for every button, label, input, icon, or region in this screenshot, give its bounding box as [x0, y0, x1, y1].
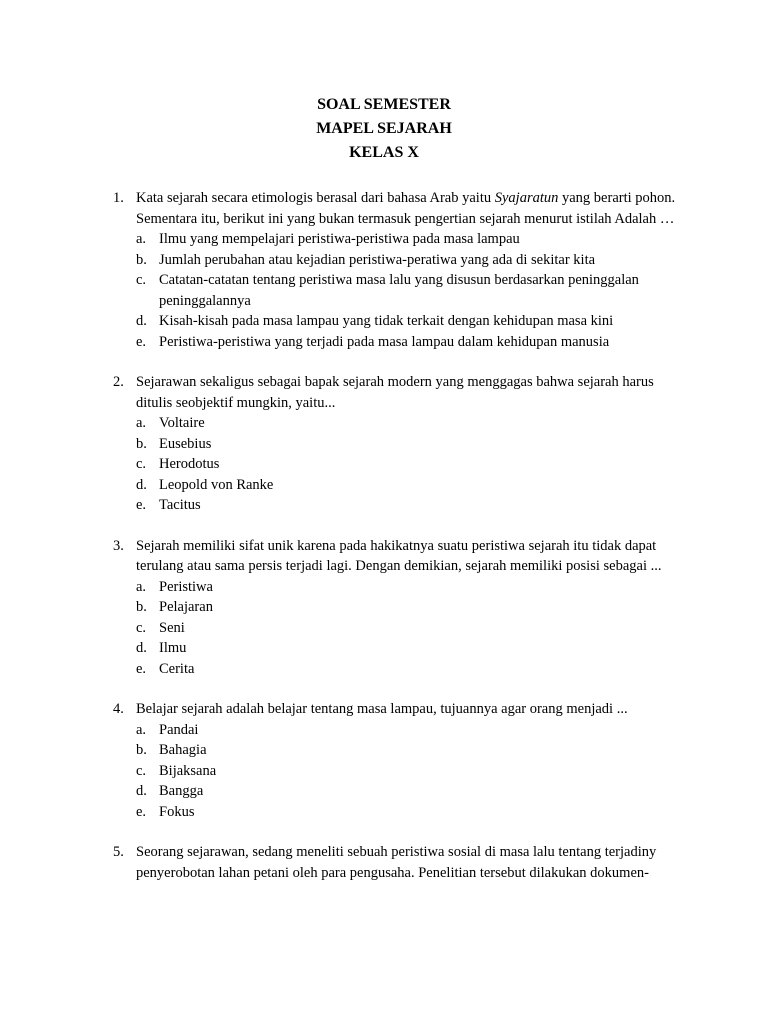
option-item: [0, 638, 768, 659]
question-1-stem-part1: Kata sejarah secara etimologis berasal dari bahasa Arab yaitu: [136, 190, 495, 206]
question-number: 2.: [113, 374, 124, 390]
option-item: [0, 495, 768, 516]
option-letter: c.: [136, 272, 147, 288]
question-list: [0, 188, 768, 903]
option-letter: b.: [136, 742, 147, 758]
question-number: 4.: [113, 701, 124, 717]
question-1: [0, 188, 768, 352]
option-text: Bahagia: [159, 742, 207, 758]
header-subject: MAPEL SEJARAH: [316, 120, 452, 137]
option-letter: a.: [136, 415, 147, 431]
option-letter: b.: [136, 435, 147, 452]
question-5-stem: [0, 842, 768, 883]
option-letter: c.: [136, 456, 147, 472]
option-item: [0, 434, 768, 455]
option-item: [0, 597, 768, 618]
option-letter: e.: [136, 333, 147, 350]
option-item: [0, 740, 768, 761]
option-text: Jumlah perubahan atau kejadian peristiwa-peratiwa yang ada di sekitar kita: [159, 251, 596, 268]
option-letter: d.: [136, 313, 147, 329]
option-text: Peristiwa-peristiwa yang terjadi pada masa lampau dalam kehidupan manusia: [159, 333, 610, 350]
question-number: 5.: [113, 844, 124, 860]
option-item: [0, 577, 768, 598]
option-text: Pelajaran: [159, 599, 213, 615]
option-item: [0, 229, 768, 250]
option-item: [0, 659, 768, 680]
header-class: KELAS X: [349, 144, 419, 161]
option-item: [0, 250, 768, 271]
option-text: Herodotus: [159, 456, 220, 472]
option-item: [0, 270, 768, 311]
option-text: Catatan-catatan tentang peristiwa masa lalu yang disusun berdasarkan peninggalan peninggalannya: [159, 272, 639, 309]
option-text: Tacitus: [159, 497, 201, 513]
option-letter: e.: [136, 660, 147, 677]
question-1-stem-part2: yang berarti pohon. Sementara itu, berikut ini yang bukan termasuk pengertian sejarah menurut istilah Adalah …: [136, 190, 676, 227]
question-4-stem: [0, 699, 768, 720]
option-text: Fokus: [159, 803, 195, 820]
question-2-stem: [0, 372, 768, 413]
option-item: [0, 475, 768, 496]
option-text: Cerita: [159, 660, 195, 677]
option-letter: b.: [136, 251, 147, 268]
option-text: Bangga: [159, 783, 204, 799]
option-letter: b.: [136, 599, 147, 615]
question-1-stem: [0, 188, 768, 229]
question-3: [0, 536, 768, 680]
question-stem-text: Seorang sejarawan, sedang meneliti sebuah peristiwa sosial di masa lalu tentang terjadiny penyerobotan lahan petani oleh para pengusaha. Penelitian tersebut dilakukan dokumen-: [136, 844, 657, 881]
option-letter: e.: [136, 497, 147, 513]
question-number: 1.: [113, 190, 124, 206]
option-text: Eusebius: [159, 435, 212, 452]
document-header: [0, 93, 768, 165]
option-text: Leopold von Ranke: [159, 476, 274, 493]
option-item: [0, 720, 768, 741]
option-item: [0, 781, 768, 802]
option-letter: c.: [136, 619, 147, 636]
option-letter: a.: [136, 231, 147, 247]
question-2: [0, 372, 768, 516]
option-letter: a.: [136, 721, 147, 738]
option-text: Ilmu yang mempelajari peristiwa-peristiwa pada masa lampau: [159, 231, 520, 247]
question-number: 3.: [113, 537, 124, 554]
option-item: [0, 311, 768, 332]
option-item: [0, 802, 768, 823]
option-item: [0, 618, 768, 639]
option-text: Pandai: [159, 721, 199, 738]
option-item: [0, 761, 768, 782]
question-stem-text: Sejarah memiliki sifat unik karena pada hakikatnya suatu peristiwa sejarah itu tidak dapat terulang atau sama persis terjadi lagi. Dengan demikian, sejarah memiliki posisi sebagai ...: [136, 537, 662, 574]
question-3-stem: [0, 536, 768, 577]
question-4: [0, 699, 768, 822]
option-text: Bijaksana: [159, 762, 217, 779]
option-item: [0, 332, 768, 353]
option-item: [0, 413, 768, 434]
option-letter: d.: [136, 783, 147, 799]
option-letter: e.: [136, 803, 147, 820]
option-text: Seni: [159, 619, 185, 636]
option-letter: a.: [136, 578, 147, 595]
option-letter: c.: [136, 762, 147, 779]
option-text: Voltaire: [159, 415, 205, 431]
option-letter: d.: [136, 476, 147, 493]
option-text: Ilmu: [159, 640, 187, 656]
question-1-stem-italic: Syajaratun: [494, 190, 559, 206]
option-letter: d.: [136, 640, 147, 656]
option-item: [0, 454, 768, 475]
question-5: [0, 842, 768, 883]
question-stem-text: Sejarawan sekaligus sebagai bapak sejarah modern yang menggagas bahwa sejarah harus ditulis seobjektif mungkin, yaitu...: [136, 374, 654, 411]
question-stem-text: Belajar sejarah adalah belajar tentang masa lampau, tujuannya agar orang menjadi ...: [136, 701, 628, 717]
option-text: Peristiwa: [159, 578, 213, 595]
header-title: SOAL SEMESTER: [317, 96, 451, 113]
option-text: Kisah-kisah pada masa lampau yang tidak terkait dengan kehidupan masa kini: [159, 313, 614, 329]
